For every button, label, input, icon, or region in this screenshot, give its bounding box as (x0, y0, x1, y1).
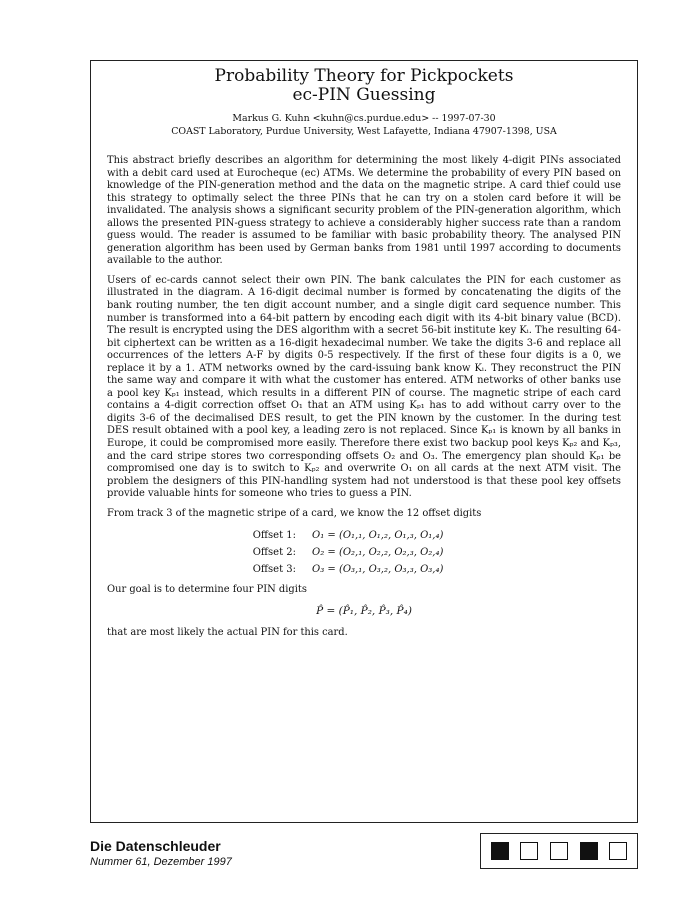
offset-label: Offset 2: (252, 547, 296, 559)
page-marker-box (550, 842, 568, 860)
affiliation-line: COAST Laboratory, Purdue University, West Lafayette, Indiana 47907-1398, USA (171, 126, 557, 137)
body-paragraph: Users of ec-cards cannot select their own PIN. The bank calculates the PIN for each customer as illustrated in the diagram. A 16-digit decimal number is formed by concatenating the digits of the bank routing number, the ten digit account number, and a single digit card sequence number. This number is transformed into a 64-bit pattern by encoding each digit with its 4-bit binary value (BCD). The result is encrypted using the DES algorithm with a secret 56-bit institute key Kᵢ. The resulting 64-bit ciphertext can be written as a 16-digit hexadecimal number. We take the digits 3-6 and replace all occurrences of the letters A-F by digits 0-5 respectively. If the first of these four digits is a 0, we replace it by a 1. ATM networks owned by the card-issuing bank know Kᵢ. They reconstruct the PIN the same way and compare it with what the customer has entered. ATM networks of other banks use a pool key Kₚ₁ instead, which results in a different PIN of course. The magnetic stripe of each card contains a 4-digit correction offset O₁ that an ATM using Kₚ₁ has to add without carry over to the digits 3-6 of the decimalised DES result, to get the PIN known by the customer. In the during test DES result obtained with a pool key, a leading zero is not replaced. Since Kₚ₁ is known by all banks in Europe, it could be compromised more easily. Therefore there exist two backup pool keys Kₚ₂ and Kₚ₃, and the card stripe stores two corresponding offsets O₂ and O₃. The emergency plan should Kₚ₁ be compromised one day is to switch to Kₚ₂ and overwrite O₁ on all cards at the next ATM visit. The problem the designers of this PIN-handling system had not understood is that these pool key offsets provide valuable hints for someone who tries to guess a PIN. (107, 274, 621, 500)
offset-label: Offset 3: (252, 564, 296, 576)
offset-label: Offset 1: (252, 530, 296, 542)
offsets-intro: From track 3 of the magnetic stripe of a card, we know the 12 offset digits (107, 507, 482, 519)
offset-equation: O₂ = (O₂,₁, O₂,₂, O₂,₃, O₂,₄) (312, 547, 444, 559)
article-frame (90, 60, 638, 823)
offset-list (107, 527, 621, 578)
article-title (107, 67, 621, 105)
issue-line: Nummer 61, Dezember 1997 (90, 856, 232, 868)
pin-formula: P̂ = (P̂₁, P̂₂, P̂₃, P̂₄) (316, 604, 412, 617)
page-marker-box (520, 842, 538, 860)
offset-row (107, 527, 621, 544)
author-line: Markus G. Kuhn <kuhn@cs.purdue.edu> -- 1997-07-30 (232, 113, 496, 124)
goal-text: Our goal is to determine four PIN digits (107, 584, 307, 596)
page-marker-box (580, 842, 598, 860)
page-marker (480, 833, 638, 869)
offset-equation: O₁ = (O₁,₁, O₁,₂, O₁,₃, O₁,₄) (312, 530, 444, 542)
page-marker-box (609, 842, 627, 860)
page-marker-box (491, 842, 509, 860)
closing-text: that are most likely the actual PIN for this card. (107, 626, 348, 638)
offset-row (107, 544, 621, 561)
offset-equation: O₃ = (O₃,₁, O₃,₂, O₃,₃, O₃,₄) (312, 564, 444, 576)
title-line-1: Probability Theory for Pickpockets (214, 66, 514, 86)
title-line-2: ec-PIN Guessing (292, 85, 436, 105)
author-block (107, 112, 621, 138)
abstract-paragraph: This abstract briefly describes an algorithm for determining the most likely 4-digit PINs associated with a debit card used at Eurocheque (ec) ATMs. We determine the probability of every PIN based on knowledge of the PIN-generation method and the data on the magnetic stripe. A card thief could use this strategy to optimally select the three PINs that he can try on a stolen card before it will be invalidated. The analysis shows a significant security problem of the PIN-generation algorithm, which allows the presented PIN-guess strategy to achieve a considerably higher success rate than a random guess would. The reader is assumed to be familiar with basic probability theory. The analysed PIN generation algorithm has been used by German banks from 1981 until 1997 according to documents available to the author. (107, 155, 621, 267)
publication-name: Die Datenschleuder (90, 838, 221, 854)
offset-row (107, 561, 621, 578)
